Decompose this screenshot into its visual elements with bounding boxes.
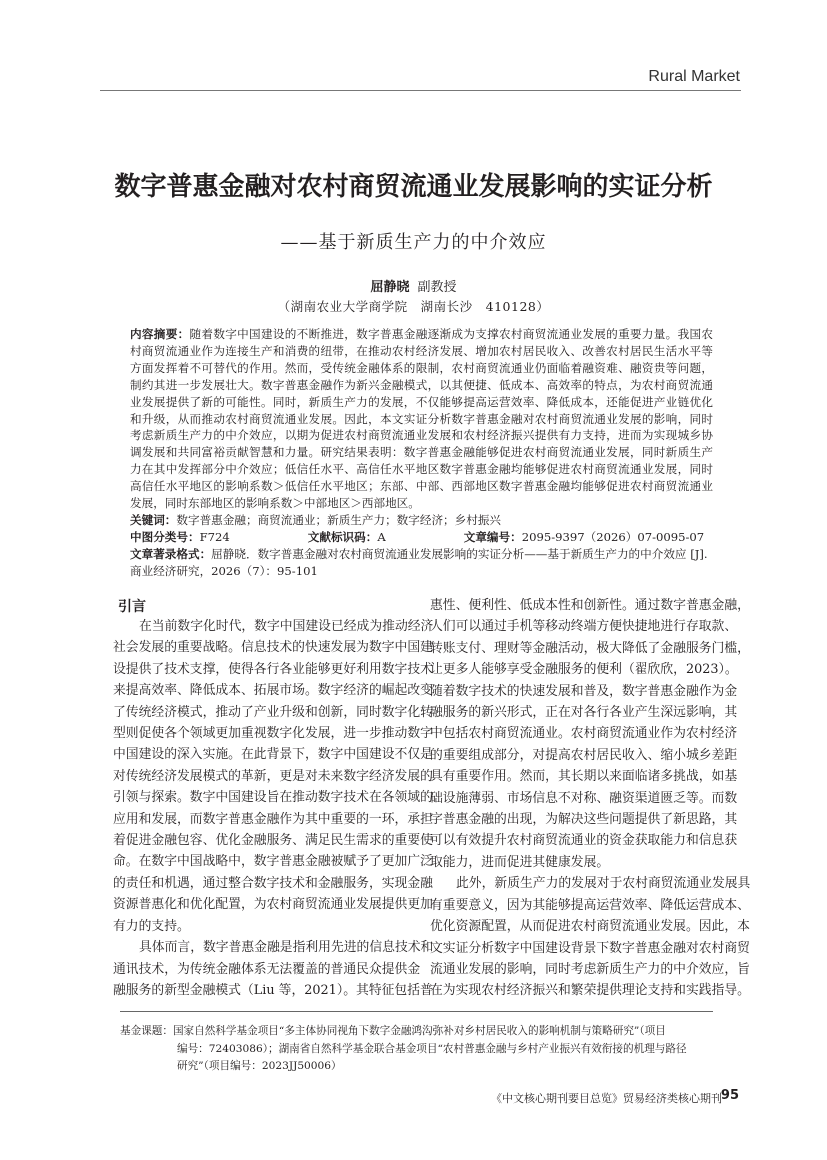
fund-note xyxy=(120,1023,710,1076)
body-line: 通讯技术，为传统金融体系无法覆盖的普通民众提供金 xyxy=(113,961,421,977)
body-line: 可以有效提升农村商贸流通业的资金获取能力和信息获 xyxy=(430,833,738,849)
body-line: 中包括农村商贸流通业。农村商贸流通业作为农村经济 xyxy=(430,726,738,742)
body-line: 社会发展的重要战略。信息技术的快速发展为数字中国建 xyxy=(113,640,433,656)
body-line: 设提供了技术支撑，使得各行各业能够更好利用数字技术 xyxy=(113,661,433,677)
abstract-line xyxy=(130,411,713,428)
abstract-line-text: 高信任水平地区的影响系数＞低信任水平地区；东部、中部、西部地区数字普惠金融均能够促进农村商贸流通业 xyxy=(130,479,713,494)
header-rule xyxy=(100,90,741,91)
body-line: 了传统经济模式，推动了产业升级和创新，同时数字化转 xyxy=(113,704,433,720)
abstract-line-text: 业发展提供了新的可能性。同时，新质生产力的发展，不仅能够提高运营效率、降低成本，还能促进产业链优化 xyxy=(130,394,713,409)
body-line: 型则促使各个领域更加重视数字化发展，进一步推动数字 xyxy=(113,726,433,742)
article-number-value: 2095-9397（2026）07-0095-07 xyxy=(521,529,705,544)
fund-line-text: 编号：72403086）；湖南省自然科学基金联合基金项目“农村普惠金融与乡村产业振兴有效衔接的机理与路径 xyxy=(177,1042,687,1055)
body-line: 融服务的新型金融模式（Liu 等，2021）。其特征包括普 xyxy=(113,982,433,998)
fund-line xyxy=(120,1041,710,1059)
fund-line xyxy=(120,1023,710,1041)
abstract-line xyxy=(130,461,713,478)
abstract-line xyxy=(130,360,713,377)
body-line: 字普惠金融的出现，为解决这些问题提供了新思路，其 xyxy=(430,812,738,828)
article-number-label: 文章编号： xyxy=(463,529,522,544)
classification-label: 中图分类号： xyxy=(130,529,200,544)
body-line: 融服务的新兴形式，正在对各行各业产生深远影响，其 xyxy=(430,705,738,721)
section-heading: 引言 xyxy=(118,599,146,615)
keywords xyxy=(130,512,713,529)
abstract-line xyxy=(130,394,713,411)
abstract-line-text: 和升级，从而推动农村商贸流通业发展。因此，本文实证分析数字普惠金融对农村商贸流通业发展的影响，同时 xyxy=(130,411,713,426)
page-number: 95 xyxy=(720,1088,739,1103)
body-line: 着促进金融包容、优化金融服务、满足民生需求的重要使 xyxy=(113,833,433,849)
body-line: 流通业发展的影响，同时考虑新质生产力的中介效应，旨 xyxy=(430,961,750,977)
abstract-line-text: 调发展和共同富裕贡献智慧和力量。研究结果表明：数字普惠金融能够促进农村商贸流通业发展，同时新质生产 xyxy=(130,445,713,460)
fund-line-text: 国家自然科学基金项目“多主体协同视角下数字金融鸿沟弥补对乡村居民收入的影响机制与策略研究”（项目 xyxy=(172,1025,666,1037)
article-subtitle: ——基于新质生产力的中介效应 xyxy=(280,232,547,253)
body-column-left xyxy=(113,616,434,1001)
fund-line xyxy=(120,1058,710,1076)
body-line: 应用和发展，而数字普惠金融作为其中重要的一环，承担 xyxy=(113,811,433,827)
body-line: 资源普惠化和优化配置，为农村商贸流通业发展提供更加 xyxy=(113,897,433,913)
body-line: 在为实现农村经济振兴和繁荣提供理论支持和实践指导。 xyxy=(430,983,750,999)
body-column-right xyxy=(430,595,751,1002)
body-line: 中国建设的深入实施。在此背景下，数字中国建设不仅是 xyxy=(113,747,433,763)
abstract-line xyxy=(130,343,713,360)
footer-journal: 《中文核心期刊要目总览》贸易经济类核心期刊 xyxy=(491,1092,722,1105)
document-code-value: A xyxy=(377,529,386,544)
body-line: 人们可以通过手机等移动终端方便快捷地进行存取款、 xyxy=(430,619,738,635)
body-line: 础设施薄弱、市场信息不对称、融资渠道匮乏等。而数 xyxy=(430,790,738,806)
citation-label: 文章著录格式： xyxy=(130,546,212,561)
body-line: 取能力，进而促进其健康发展。 xyxy=(430,854,610,870)
body-line: 惠性、便利性、低成本性和创新性。通过数字普惠金融， xyxy=(430,598,750,613)
abstract-line xyxy=(130,495,713,512)
citation-line-2: 商业经济研究，2026（7）：95-101 xyxy=(130,563,318,578)
citation xyxy=(130,546,713,563)
keywords-label: 关键词： xyxy=(130,512,177,527)
fund-label: 基金课题： xyxy=(120,1025,173,1037)
abstract-label: 内容摘要： xyxy=(130,327,190,341)
abstract-line-text: 力在其中发挥部分中介效应；低信任水平、高信任水平地区数字普惠金融均能够促进农村商贸流通业发展，同时 xyxy=(130,462,713,477)
body-line: 具有重要作用。然而，其长期以来面临诸多挑战，如基 xyxy=(430,769,738,785)
body-line: 引领与探索。数字中国建设旨在推动数字技术在各领域的 xyxy=(113,790,433,806)
affiliation: （湖南农业大学商学院 湖南长沙 410128） xyxy=(277,299,550,314)
body-line: 具体而言，数字普惠金融是指利用先进的信息技术和 xyxy=(139,940,434,956)
abstract-line xyxy=(130,478,713,495)
fund-line-text: 研究”（项目编号：2023JJ50006） xyxy=(177,1060,342,1073)
body-line: 有力的支持。 xyxy=(113,918,190,934)
body-line: 对传统经济发展模式的革新，更是对未来数字经济发展的 xyxy=(113,768,433,784)
body-line: 优化资源配置，从而促进农村商贸流通业发展。因此，本 xyxy=(430,919,750,935)
abstract-text xyxy=(130,326,713,512)
abstract-line xyxy=(130,326,713,343)
article-title: 数字普惠金融对农村商贸流通业发展影响的实证分析 xyxy=(114,172,713,202)
body-line: 有重要意义，因为其能够提高运营效率、降低运营成本、 xyxy=(430,897,750,913)
classification-value: F724 xyxy=(199,529,230,544)
running-head: Rural Market xyxy=(648,68,740,85)
abstract-line-text: 方面发挥着不可替代的作用。然而，受传统金融体系的限制，农村商贸流通业仍面临着融资难、融资贵等问题， xyxy=(130,360,713,375)
abstract-line xyxy=(130,427,713,444)
abstract-line xyxy=(130,377,713,394)
body-line: 文实证分析数字中国建设背景下数字普惠金融对农村商贸 xyxy=(430,940,750,956)
abstract-line-text: 考虑新质生产力的中介效应，以期为促进农村商贸流通业发展和农村经济振兴提供有力支持，进而为实现城乡协 xyxy=(130,428,713,443)
body-line: 让更多人能够享受金融服务的便利（翟欣欣，2023）。 xyxy=(430,662,738,678)
abstract-line-text: 村商贸流通业作为连接生产和消费的纽带，在推动农村经济发展、增加农村居民收入、改善农村居民生活水平等 xyxy=(130,343,713,358)
body-line: 此外，新质生产力的发展对于农村商贸流通业发展具 xyxy=(456,876,751,892)
abstract-line-text: 制约其进一步发展壮大。数字普惠金融作为新兴金融模式，以其便捷、低成本、高效率的特点，为农村商贸流通 xyxy=(130,377,713,392)
abstract-line-text: 随着数字中国建设的不断推进，数字普惠金融逐渐成为支撑农村商贸流通业发展的重要力量。我国农 xyxy=(189,327,713,341)
body-line: 在当前数字化时代，数字中国建设已经成为推动经济 xyxy=(139,619,434,634)
body-line: 转账支付、理财等金融活动，极大降低了金融服务门槛， xyxy=(430,640,750,656)
abstract-line-text: 发展，同时东部地区的影响系数＞中部地区＞西部地区。 xyxy=(130,496,420,511)
footnote-rule xyxy=(120,1011,713,1012)
abstract-line xyxy=(130,444,713,461)
abstract-block xyxy=(130,326,713,580)
body-line: 的重要组成部分，对提高农村居民收入、缩小城乡差距 xyxy=(430,747,738,763)
author-line xyxy=(0,276,827,295)
body-line: 随着数字技术的快速发展和普及，数字普惠金融作为金 xyxy=(430,683,738,699)
body-line: 来提高效率、降低成本、拓展市场。数字经济的崛起改变 xyxy=(113,683,433,699)
document-code-label: 文献标识码： xyxy=(307,529,378,544)
author-name: 屈静晓 xyxy=(370,280,410,295)
author-title: 副教授 xyxy=(417,280,457,295)
body-line: 的责任和机遇，通过整合数字技术和金融服务，实现金融 xyxy=(113,875,433,891)
body-line: 命。在数字中国战略中，数字普惠金融被赋予了更加广泛 xyxy=(113,854,433,870)
classification-row xyxy=(130,529,713,546)
keywords-value: 数字普惠金融；商贸流通业；新质生产力；数字经济；乡村振兴 xyxy=(176,512,502,527)
citation-line-1: 屈静晓．数字普惠金融对农村商贸流通业发展影响的实证分析——基于新质生产力的中介效应 [J]. xyxy=(211,546,708,561)
